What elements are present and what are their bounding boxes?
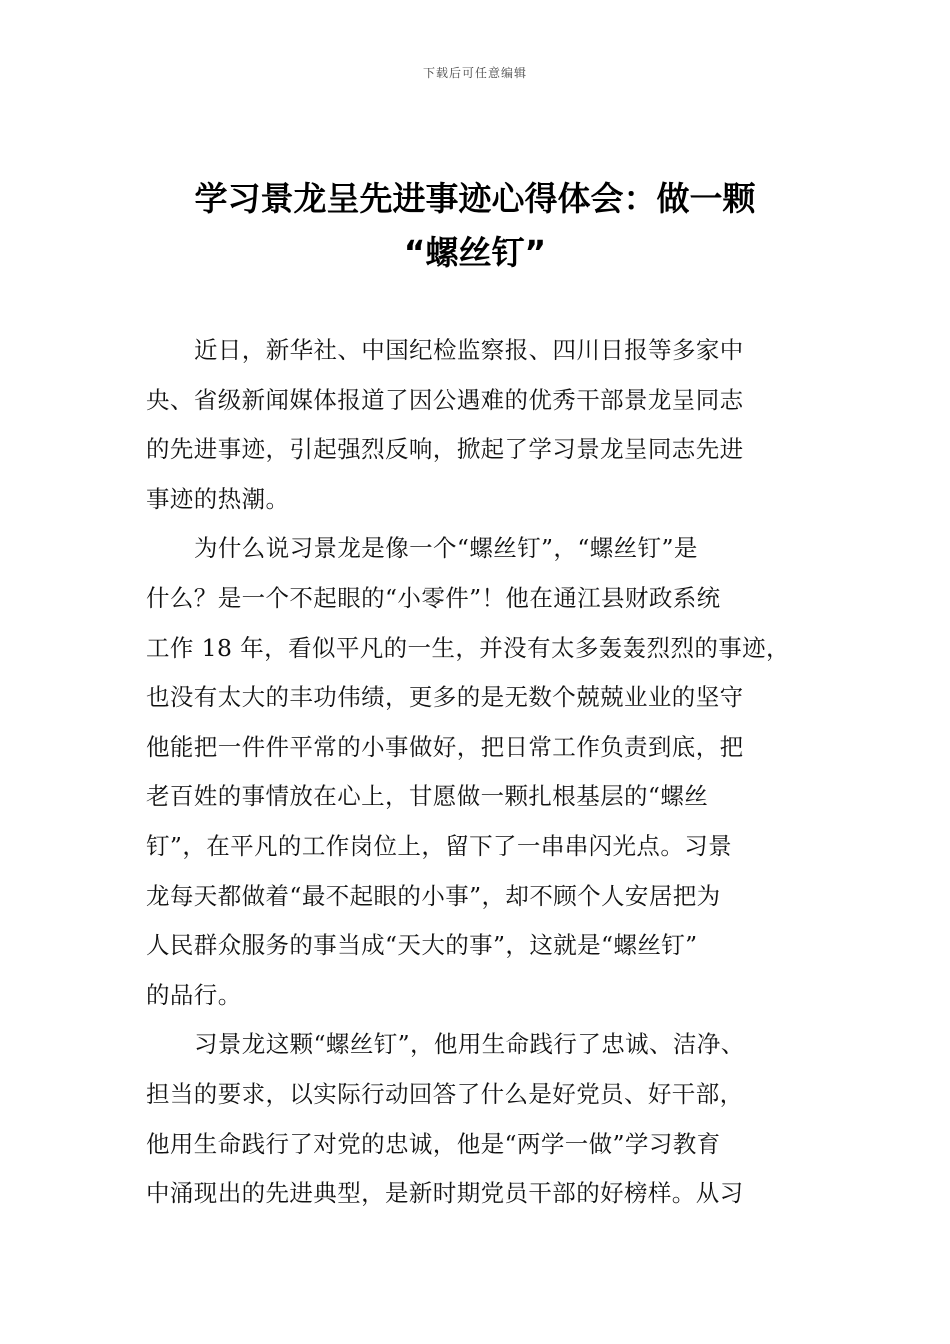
paragraph-line: 工作 18 年，看似平凡的一生，并没有太多轰轰烈烈的事迹， <box>146 633 790 662</box>
paragraph-line: 中涌现出的先进典型，是新时期党员干部的好榜样。从习 <box>146 1179 744 1208</box>
paragraph-1 <box>146 326 810 524</box>
header-note: 下载后可任意编辑 <box>422 66 527 80</box>
paragraph-line: 事迹的热潮。 <box>146 484 290 513</box>
paragraph-line: 的品行。 <box>146 980 242 1009</box>
paragraph-line: 习景龙这颗“螺丝钉”，他用生命践行了忠诚、洁净、 <box>194 1030 745 1059</box>
paragraph-line: 近日，新华社、中国纪检监察报、四川日报等多家中 <box>194 336 744 364</box>
paragraph-2 <box>146 524 810 1020</box>
paragraph-line: 为什么说习景龙是像一个“螺丝钉”，“螺丝钉”是 <box>194 534 698 563</box>
title-line-1: 学习景龙呈先进事迹心得体会：做一颗 <box>194 179 756 218</box>
paragraph-line: 什么？是一个不起眼的“小零件”！他在通江县财政系统 <box>146 583 721 612</box>
paragraph-line: 人民群众服务的事当成“天大的事”，这就是“螺丝钉” <box>146 931 698 960</box>
paragraph-line: 央、省级新闻媒体报道了因公遇难的优秀干部景龙呈同志 <box>146 385 744 414</box>
paragraph-line: 他能把一件件平常的小事做好，把日常工作负责到底，把 <box>146 732 744 761</box>
paragraph-line: 也没有太大的丰功伟绩，更多的是无数个兢兢业业的坚守 <box>146 683 744 712</box>
paragraph-3 <box>146 1020 810 1218</box>
title-line-2: “螺丝钉” <box>403 233 547 272</box>
paragraph-line: 担当的要求，以实际行动回答了什么是好党员、好干部， <box>146 1079 744 1108</box>
paragraph-line: 他用生命践行了对党的忠诚，他是“两学一做”学习教育 <box>146 1129 721 1158</box>
paragraph-line: 钉”，在平凡的工作岗位上，留下了一串串闪光点。习景 <box>146 831 733 860</box>
paragraph-line: 龙每天都做着“最不起眼的小事”，却不顾个人安居把为 <box>146 881 721 910</box>
paragraph-line: 的先进事迹，引起强烈反响，掀起了学习景龙呈同志先进 <box>146 435 744 464</box>
paragraph-line: 老百姓的事情放在心上，甘愿做一颗扎根基层的“螺丝 <box>146 782 709 811</box>
document-body <box>146 326 810 1219</box>
document-title <box>120 172 830 280</box>
